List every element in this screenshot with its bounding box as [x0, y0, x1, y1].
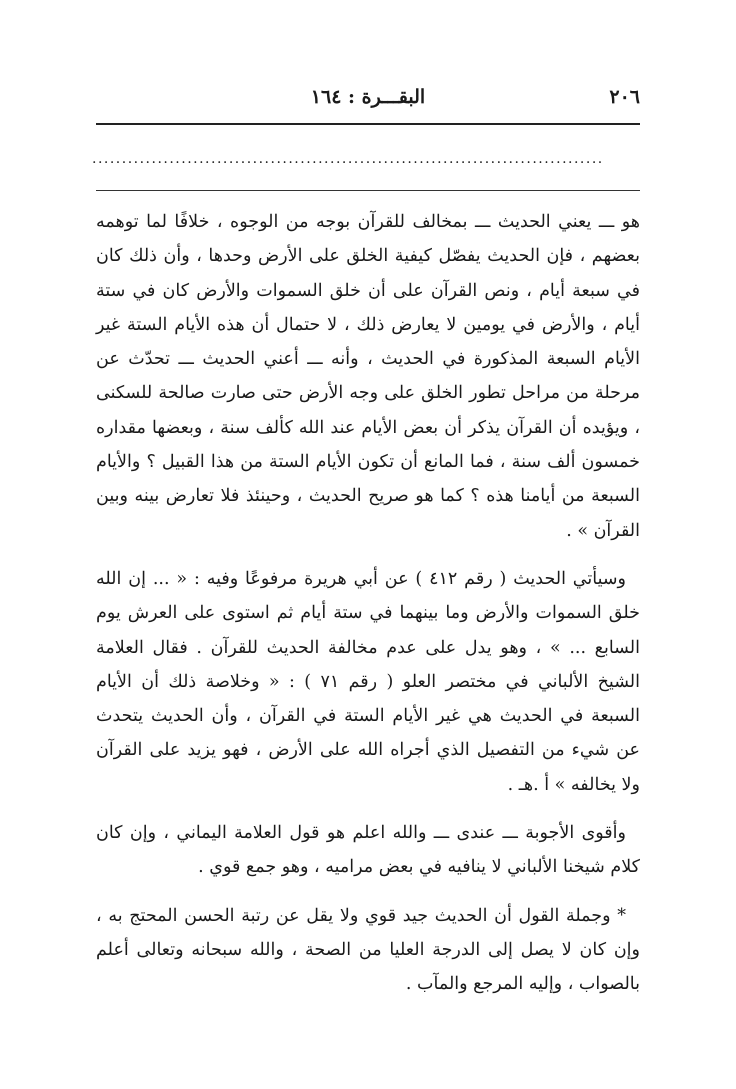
- header-rule: [96, 123, 640, 125]
- paragraph: هو ـــ يعني الحديث ـــ بمخالف للقرآن بوجه من الوجوه ، خلافًا لما توهمه بعضهم ، فإن الحديث يفصّل كيفية الخلق على الأرض وحدها ، وأن ذلك كان في سبعة أيام ، ونص القرآن على أن خلق السموات والأرض كان في ستة أيام ، والأرض في يومين لا يعارض ذلك ، لا حتمال أن هذه الأيام الستة غير الأيام السبعة المذكورة في الحديث ، وأنه ـــ أعني الحديث ـــ تحدّث عن مرحلة من مراحل تطور الخلق على وجه الأرض حتى صارت صالحة للسكنى ، ويؤيده أن القرآن يذكر أن بعض الأيام عند الله كألف سنة ، وبعضها مقداره خمسون ألف سنة ، فما المانع أن تكون الأيام الستة من هذا القبيل ؟ والأيام السبعة من أيامنا هذه ؟ كما هو صريح الحديث ، وحينئذ فلا تعارض بينه وبين القرآن » .: [96, 212, 640, 541]
- page-number: ٢٠٦: [609, 86, 640, 108]
- paragraph: وأقوى الأجوبة ـــ عندى ـــ والله اعلم هو قول العلامة اليماني ، وإن كان كلام شيخنا الألباني لا ينافيه في بعض مراميه ، وهو جمع قوي .: [96, 823, 640, 878]
- section-rule: [96, 190, 640, 191]
- paragraph: وسيأتي الحديث ( رقم ٤١٢ ) عن أبي هريرة مرفوعًا وفيه : « ... إن الله خلق السموات والأرض وما بينهما في ستة أيام ثم استوى على العرش يوم السابع ... » ، وهو يدل على عدم مخالفة الحديث للقرآن . فقال العلامة الشيخ الألباني في مختصر العلو ( رقم ٧١ ) : « وخلاصة ذلك أن الأيام السبعة في الحديث هي غير الأيام الستة في القرآن ، وأن الحديث يتحدث عن شيء من التفصيل الذي أجراه الله على الأرض ، فهو يزيد على القرآن ولا يخالفه » أ .هـ .: [96, 568, 641, 795]
- main-text: [96, 205, 640, 1002]
- page-header: [96, 86, 640, 116]
- running-title: البقـــرة : ١٦٤: [310, 86, 426, 108]
- dotted-separator: ......................................................................................: [92, 151, 604, 167]
- paragraph: * وجملة القول أن الحديث جيد قوي ولا يقل عن رتبة الحسن المحتج به ، وإن كان لا يصل إلى الدرجة العليا من الصحة ، والله سبحانه وتعالى أعلم بالصواب ، وإليه المرجع والمآب .: [96, 905, 640, 995]
